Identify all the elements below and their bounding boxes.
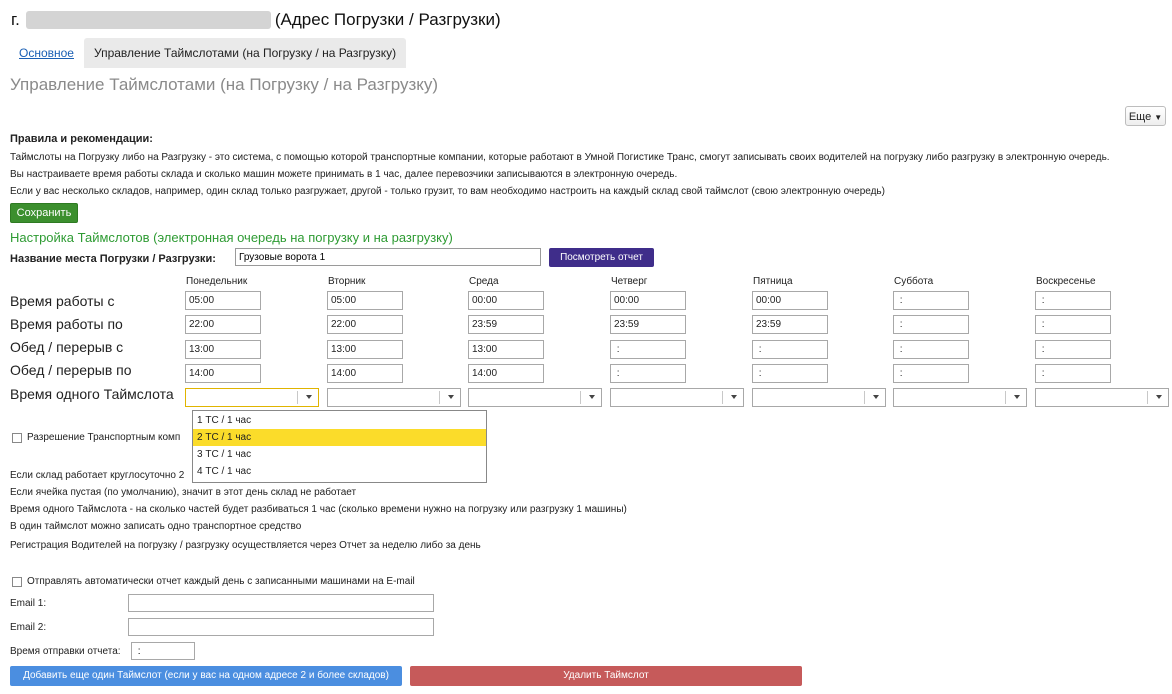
header-title-text: (Адрес Погрузки / Разгрузки) xyxy=(274,10,501,29)
time-input-break-to-sat[interactable] xyxy=(893,364,969,383)
time-input-work-to-wed[interactable] xyxy=(468,315,544,334)
time-input-work-from-fri[interactable] xyxy=(752,291,828,310)
dropdown-option[interactable]: 3 ТС / 1 час xyxy=(197,449,252,460)
time-input-work-from-tue[interactable] xyxy=(327,291,403,310)
time-input-break-to-fri[interactable] xyxy=(752,364,828,383)
note-line: Если склад работает круглосуточно 2 xyxy=(10,470,185,481)
day-header-monday: Понедельник xyxy=(186,276,248,287)
page-title: Управление Таймслотами (на Погрузку / на Разгрузку) xyxy=(10,75,439,94)
blurred-address xyxy=(26,11,271,29)
time-input-break-to-wed[interactable] xyxy=(468,364,544,383)
time-input-work-to-thu[interactable] xyxy=(610,315,686,334)
day-header-sunday: Воскресенье xyxy=(1036,276,1096,287)
tab-timeslots[interactable]: Управление Таймслотами (на Погрузку / на Разгрузку) xyxy=(84,38,406,68)
caret-down-icon: ▼ xyxy=(1154,113,1163,122)
chevron-down-icon xyxy=(1156,395,1162,399)
dropdown-option-highlighted[interactable]: 2 ТС / 1 час xyxy=(193,429,486,446)
timeslot-select-wed[interactable] xyxy=(468,388,602,407)
time-input-break-from-sat[interactable] xyxy=(893,340,969,359)
day-header-wednesday: Среда xyxy=(469,276,499,287)
tab-main[interactable]: Основное xyxy=(19,46,74,60)
more-button[interactable] xyxy=(1125,106,1166,126)
time-input-break-from-tue[interactable] xyxy=(327,340,403,359)
rules-line: Таймслоты на Погрузку либо на Разгрузку - это система, с помощью которой транспортные компании, которые работают в Умной Погистике Транс, смогут записывать своих водителей на погрузку либо разгрузку в электронную очередь. xyxy=(10,152,1110,163)
time-input-work-to-mon[interactable] xyxy=(185,315,261,334)
send-time-label: Время отправки отчета: xyxy=(10,646,121,657)
send-time-input[interactable] xyxy=(131,642,195,660)
note-line: В один таймслот можно записать одно транспортное средство xyxy=(10,521,302,532)
view-report-button[interactable]: Посмотреть отчет xyxy=(549,248,654,267)
row-label-work-to: Время работы по xyxy=(10,316,123,332)
dropdown-option[interactable]: 4 ТС / 1 час xyxy=(197,466,252,477)
day-header-friday: Пятница xyxy=(753,276,793,287)
rules-line: Если у вас несколько складов, например, один склад только разгружает, другой - только грузит, то вам необходимо настроить на каждый склад свой таймслот (свою электронную очередь) xyxy=(10,186,885,197)
timeslot-select-fri[interactable] xyxy=(752,388,886,407)
rules-title: Правила и рекомендации: xyxy=(10,133,153,145)
chevron-down-icon xyxy=(448,395,454,399)
time-input-work-from-thu[interactable] xyxy=(610,291,686,310)
email1-input[interactable] xyxy=(128,594,434,612)
rules-line: Вы настраиваете время работы склада и сколько машин можете принимать в 1 час, далее перевозчики записываются в электронную очередь. xyxy=(10,169,678,180)
header-title xyxy=(11,10,501,30)
day-header-tuesday: Вторник xyxy=(328,276,366,287)
day-header-saturday: Суббота xyxy=(894,276,934,287)
time-input-work-to-sat[interactable] xyxy=(893,315,969,334)
permission-checkbox-label: Разрешение Транспортным комп xyxy=(27,432,181,443)
time-input-work-to-fri[interactable] xyxy=(752,315,828,334)
day-header-thursday: Четверг xyxy=(611,276,648,287)
row-label-timeslot: Время одного Таймслота xyxy=(10,386,174,402)
time-input-break-from-thu[interactable] xyxy=(610,340,686,359)
timeslot-dropdown-list xyxy=(192,410,487,483)
row-label-break-from: Обед / перерыв с xyxy=(10,339,124,355)
save-button[interactable]: Сохранить xyxy=(10,203,78,223)
time-input-work-from-sun[interactable] xyxy=(1035,291,1111,310)
time-input-break-from-sun[interactable] xyxy=(1035,340,1111,359)
chevron-down-icon xyxy=(306,395,312,399)
timeslot-select-sat[interactable] xyxy=(893,388,1027,407)
note-line: Время одного Таймслота - на сколько частей будет разбиваться 1 час (сколько времени нужно на погрузку или разгрузку 1 машины) xyxy=(10,504,627,515)
timeslot-select-thu[interactable] xyxy=(610,388,744,407)
time-input-break-to-thu[interactable] xyxy=(610,364,686,383)
time-input-work-from-mon[interactable] xyxy=(185,291,261,310)
email2-input[interactable] xyxy=(128,618,434,636)
chevron-down-icon xyxy=(731,395,737,399)
row-label-work-from: Время работы с xyxy=(10,293,115,309)
time-input-break-to-tue[interactable] xyxy=(327,364,403,383)
time-input-work-to-tue[interactable] xyxy=(327,315,403,334)
time-input-break-from-fri[interactable] xyxy=(752,340,828,359)
header-city-prefix: г. xyxy=(11,10,20,29)
email1-label: Email 1: xyxy=(10,598,47,609)
timeslot-select-mon[interactable] xyxy=(185,388,319,407)
time-input-break-to-sun[interactable] xyxy=(1035,364,1111,383)
section-title: Настройка Таймслотов (электронная очередь на погрузку и на разгрузку) xyxy=(10,230,453,245)
note-line: Если ячейка пустая (по умолчанию), значит в этот день склад не работает xyxy=(10,487,357,498)
timeslot-select-tue[interactable] xyxy=(327,388,461,407)
time-input-work-from-wed[interactable] xyxy=(468,291,544,310)
auto-report-checkbox[interactable] xyxy=(12,577,22,587)
time-input-break-from-wed[interactable] xyxy=(468,340,544,359)
chevron-down-icon xyxy=(589,395,595,399)
time-input-break-from-mon[interactable] xyxy=(185,340,261,359)
row-label-break-to: Обед / перерыв по xyxy=(10,362,132,378)
more-button-label: Еще xyxy=(1128,111,1152,123)
delete-timeslot-button[interactable]: Удалить Таймслот xyxy=(410,666,802,686)
auto-report-checkbox-label: Отправлять автоматически отчет каждый день с записанными машинами на E-mail xyxy=(27,576,415,587)
note-line: Регистрация Водителей на погрузку / разгрузку осуществляется через Отчет за неделю либо за день xyxy=(10,540,481,551)
time-input-work-from-sat[interactable] xyxy=(893,291,969,310)
dropdown-option[interactable]: 1 ТС / 1 час xyxy=(197,415,252,426)
time-input-work-to-sun[interactable] xyxy=(1035,315,1111,334)
chevron-down-icon xyxy=(873,395,879,399)
add-timeslot-button[interactable]: Добавить еще один Таймслот (если у вас на одном адресе 2 и более складов) xyxy=(10,666,402,686)
place-name-input[interactable] xyxy=(235,248,541,266)
place-label: Название места Погрузки / Разгрузки: xyxy=(10,253,216,265)
email2-label: Email 2: xyxy=(10,622,47,633)
timeslot-select-sun[interactable] xyxy=(1035,388,1169,407)
chevron-down-icon xyxy=(1014,395,1020,399)
time-input-break-to-mon[interactable] xyxy=(185,364,261,383)
permission-checkbox[interactable] xyxy=(12,433,22,443)
